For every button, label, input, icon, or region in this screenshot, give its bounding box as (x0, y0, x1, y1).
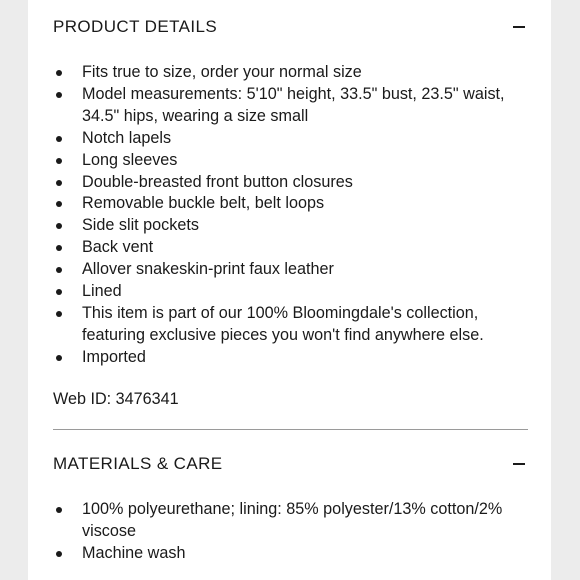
product-details-header[interactable] (53, 15, 529, 39)
bullet-icon (56, 201, 62, 207)
materials-care-header[interactable] (53, 452, 529, 476)
bullet-icon (56, 551, 62, 557)
product-details-list (53, 62, 529, 369)
list-item: This item is part of our 100% Bloomingdale's collection, featuring exclusive pieces you won't find anywhere else. (53, 303, 529, 347)
bullet-icon (56, 311, 62, 317)
minus-icon[interactable] (513, 26, 525, 28)
list-item: Side slit pockets (53, 215, 529, 237)
list-item: Fits true to size, order your normal size (53, 62, 529, 84)
list-item: Allover snakeskin-print faux leather (53, 259, 529, 281)
bullet-icon (56, 507, 62, 513)
section-divider (53, 429, 528, 430)
list-item: Back vent (53, 237, 529, 259)
bullet-icon (56, 267, 62, 273)
bullet-icon (56, 289, 62, 295)
list-item: Double-breasted front button closures (53, 172, 529, 194)
list-item: Long sleeves (53, 150, 529, 172)
list-item: 100% polyeurethane; lining: 85% polyester/13% cotton/2% viscose (53, 499, 529, 543)
list-item: Machine wash (53, 543, 529, 565)
list-item: Notch lapels (53, 128, 529, 150)
list-item: Lined (53, 281, 529, 303)
web-id: Web ID: 3476341 (53, 390, 179, 408)
bullet-icon (56, 223, 62, 229)
bullet-icon (56, 92, 62, 98)
materials-care-title: MATERIALS & CARE (53, 454, 223, 473)
bullet-icon (56, 180, 62, 186)
bullet-icon (56, 158, 62, 164)
product-details-title: PRODUCT DETAILS (53, 17, 218, 36)
bullet-icon (56, 70, 62, 76)
list-item: Model measurements: 5'10" height, 33.5" bust, 23.5" waist, 34.5" hips, wearing a size small (53, 84, 529, 128)
minus-icon[interactable] (513, 463, 525, 465)
list-item: Imported (53, 347, 529, 369)
materials-care-list (53, 499, 529, 565)
bullet-icon (56, 245, 62, 251)
product-info-panel (28, 0, 551, 580)
bullet-icon (56, 355, 62, 361)
list-item: Removable buckle belt, belt loops (53, 193, 529, 215)
bullet-icon (56, 136, 62, 142)
